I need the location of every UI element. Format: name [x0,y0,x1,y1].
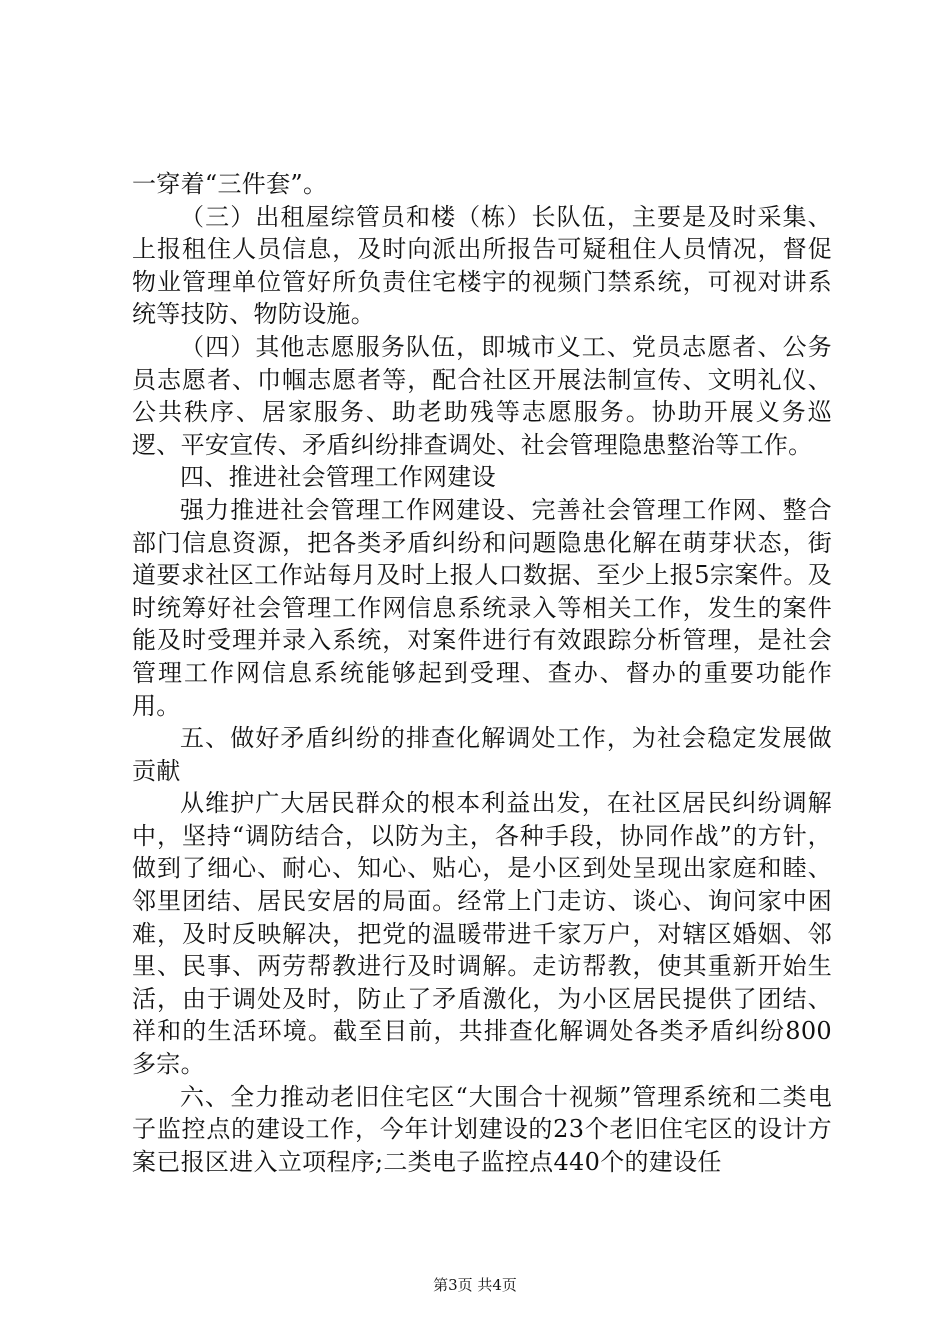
page-footer [0,1275,950,1295]
paragraph: 强力推进社会管理工作网建设、完善社会管理工作网、整合部门信息资源，把各类矛盾纠纷和问题隐患化解在萌芽状态，街道要求社区工作站每月及时上报人口数据、至少上报5宗案件。及时统筹好社会管理工作网信息系统录入等相关工作，发生的案件能及时受理并录入系统，对案件进行有效跟踪分析管理，是社会管理工作网信息系统能够起到受理、查办、督办的重要功能作用。 [132,495,832,720]
document-body [132,168,832,1178]
paragraph: 从维护广大居民群众的根本利益出发，在社区居民纠纷调解中，坚持“调防结合，以防为主，各种手段，协同作战”的方针，做到了细心、耐心、知心、贴心，是小区到处呈现出家庭和睦、邻里团结、居民安居的局面。经常上门走访、谈心、询问家中困难，及时反映解决，把党的温暖带进千家万户，对辖区婚姻、邻里、民事、两劳帮教进行及时调解。走访帮教，使其重新开始生活，由于调处及时，防止了矛盾激化，为小区居民提供了团结、祥和的生活环境。截至目前，共排查化解调处各类矛盾纠纷800多宗。 [132,789,832,1079]
section-heading: 四、推进社会管理工作网建设 [180,463,496,492]
paragraph: （三）出租屋综管员和楼（栋）长队伍，主要是及时采集、上报租住人员信息，及时向派出所报告可疑租住人员情况，督促物业管理单位管好所负责住宅楼宇的视频门禁系统，可视对讲系统等技防、物防设施。 [132,202,832,329]
page-number: 第3页 共4页 [433,1276,517,1294]
section-heading: 六、全力推动老旧住宅区“大围合十视频”管理系统和二类电子监控点的建设工作，今年计划建设的23个老旧住宅区的设计方案已报区进入立项程序;二类电子监控点440个的建设任 [132,1082,832,1176]
section-heading: 五、做好矛盾纠纷的排查化解调处工作，为社会稳定发展做贡献 [132,724,832,785]
paragraph: 一穿着“三件套”。 [132,170,328,198]
paragraph: （四）其他志愿服务队伍，即城市义工、党员志愿者、公务员志愿者、巾帼志愿者等，配合社区开展法制宣传、文明礼仪、公共秩序、居家服务、助老助残等志愿服务。协助开展义务巡逻、平安宣传、矛盾纠纷排查调处、社会管理隐患整治等工作。 [132,332,832,459]
